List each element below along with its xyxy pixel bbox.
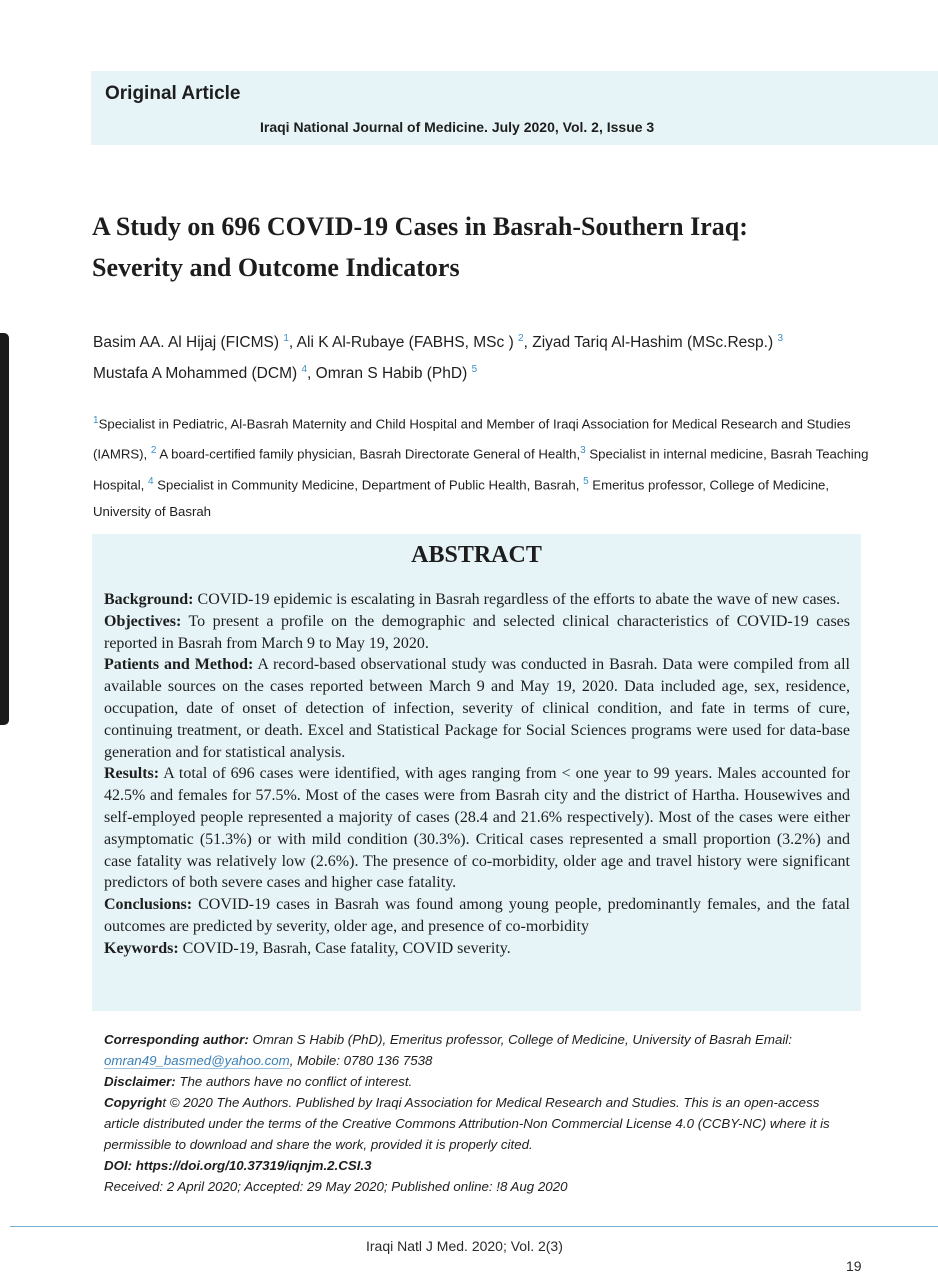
- abstract-results: Results: A total of 696 cases were identified, with ages ranging from < one year to 99 years. Males accounted for 42.5% and females for 57.5%. Most of the cases were from Basrah city and the district of Hartha. Housewives and self-employed people represented a majority of cases (28.4 and 21.6% respectively). Most of the cases were either asymptomatic (51.3%) or with mild condition (30.3%). Critical cases represented a small proportion (3.2%) and case fatality was relatively low (2.6%). The presence of co-morbidity, older age and travel history were significant predictors of both severe cases and higher case fatality.: [104, 765, 850, 892]
- author-affil-ref: 2: [518, 333, 524, 344]
- author-affil-ref: 3: [777, 333, 783, 344]
- abstract-conclusions: Conclusions: COVID-19 cases in Basrah was found among young people, predominantly females, and the fatal outcomes are predicted by severity, older age, and presence of co-morbidity: [104, 896, 850, 935]
- footer-divider: [10, 1226, 938, 1227]
- author-line-2: Mustafa A Mohammed (DCM) $^4$, Omran S Habib (PhD) $^5$: [93, 364, 478, 383]
- author-affil-ref: 1: [283, 333, 289, 344]
- abstract-background: Background: COVID-19 epidemic is escalating in Basrah regardless of the efforts to abate the wave of new cases.: [104, 591, 841, 608]
- affil-text: Specialist in Pediatric, Al-Basrah Maternity and Child Hospital and Member of Iraqi Association for Medical Research and Studies (IAMRS),: [93, 416, 851, 462]
- abstract-heading: ABSTRACT: [411, 542, 542, 568]
- footer-citation: Iraqi Natl J Med. 2020; Vol. 2(3): [366, 1238, 563, 1254]
- author-list: [93, 325, 893, 387]
- abstract-methods: Patients and Method: A record-based observational study was conducted in Basrah. Data were compiled from all available sources on the cases reported between March 9 and May 19, 2020. Data included age, sex, residence, occupation, date of onset of detection of infection, severity of clinical condition, and fate in terms of cure, continuing treatment, or death. Excel and Statistical Package for Social Sciences programs were used for data-base generation and for statistical analysis.: [104, 656, 850, 761]
- author-affil-ref: 5: [471, 364, 478, 376]
- abstract-objectives: Objectives: To present a profile on the demographic and selected clinical characteristics of COVID-19 cases reported in Basrah from March 9 to May 19, 2020.: [104, 612, 850, 652]
- journal-citation: Iraqi National Journal of Medicine. July 2020, Vol. 2, Issue 3: [260, 119, 655, 135]
- author-name: Omran S Habib (PhD): [315, 365, 472, 383]
- page-number: 19: [846, 1258, 862, 1274]
- title-line-1: A Study on 696 COVID-19 Cases in Basrah-Southern Iraq:: [92, 212, 748, 241]
- received-dates: Received: 2 April 2020; Accepted: 29 May 2020; Published online: !8 Aug 2020: [104, 1179, 568, 1194]
- affiliations: [93, 407, 873, 525]
- author-name: Ali K Al-Rubaye (FABHS, MSc ): [296, 334, 519, 352]
- abstract-body: [104, 589, 850, 960]
- paper-title: [92, 206, 872, 288]
- affil-ref: 4: [147, 475, 154, 487]
- abstract-keywords: Keywords: COVID-19, Basrah, Case fatality, COVID severity.: [104, 939, 511, 957]
- affil-text: Emeritus professor, College of Medicine, University of Basrah: [93, 477, 830, 520]
- affil-ref: 2: [150, 445, 157, 457]
- corresponding-author: Corresponding author: Omran S Habib (PhD), Emeritus professor, College of Medicine, University of Basrah Email: omran49_basmed@yahoo.com, Mobile: 0780 136 7538: [104, 1032, 792, 1068]
- scanner-edge-bar: [0, 333, 9, 725]
- affil-ref: 5: [583, 475, 589, 487]
- author-line-1: Basim AA. Al Hijaj (FICMS) $^1$, Ali K Al-Rubaye (FABHS, MSc ) $^2$, Ziyad Tariq Al-Hashim (MSc.Resp.) $^3$: [93, 333, 783, 352]
- author-name: Mustafa A Mohammed (DCM): [93, 365, 302, 383]
- article-header-band: [91, 71, 938, 145]
- author-name: Ziyad Tariq Al-Hashim (MSc.Resp.): [532, 334, 778, 352]
- title-line-2: Severity and Outcome Indicators: [92, 253, 460, 282]
- author-affil-ref: 4: [301, 364, 308, 376]
- affil-text: A board-certified family physician, Basrah Directorate General of Health,: [156, 446, 581, 462]
- author-name: Basim AA. Al Hijaj (FICMS): [93, 334, 284, 352]
- affil-text: Specialist in Community Medicine, Department of Public Health, Basrah,: [153, 477, 584, 493]
- affil-ref: 3: [580, 445, 586, 457]
- author-email-link[interactable]: omran49_basmed@yahoo.com: [104, 1053, 290, 1068]
- abstract-box: [92, 534, 861, 1011]
- article-type-label: Original Article: [105, 83, 241, 104]
- disclaimer: Disclaimer: The authors have no conflict of interest.: [104, 1074, 413, 1089]
- affil-ref: 1: [93, 415, 99, 426]
- doi: DOI: https://doi.org/10.37319/iqnjm.2.CSI.3: [104, 1158, 372, 1173]
- affil-text: Specialist in internal medicine, Basrah Teaching Hospital,: [93, 446, 869, 493]
- copyright: Copyright © 2020 The Authors. Published by Iraqi Association for Medical Research and Studies. This is an open-access article distributed under the terms of the Creative Commons Attribution-Non Commercial License 4.0 (CCBY-NC) where it is permissible to download and share the work, provided it is properly cited.: [104, 1095, 830, 1152]
- article-metadata: [104, 1029, 856, 1197]
